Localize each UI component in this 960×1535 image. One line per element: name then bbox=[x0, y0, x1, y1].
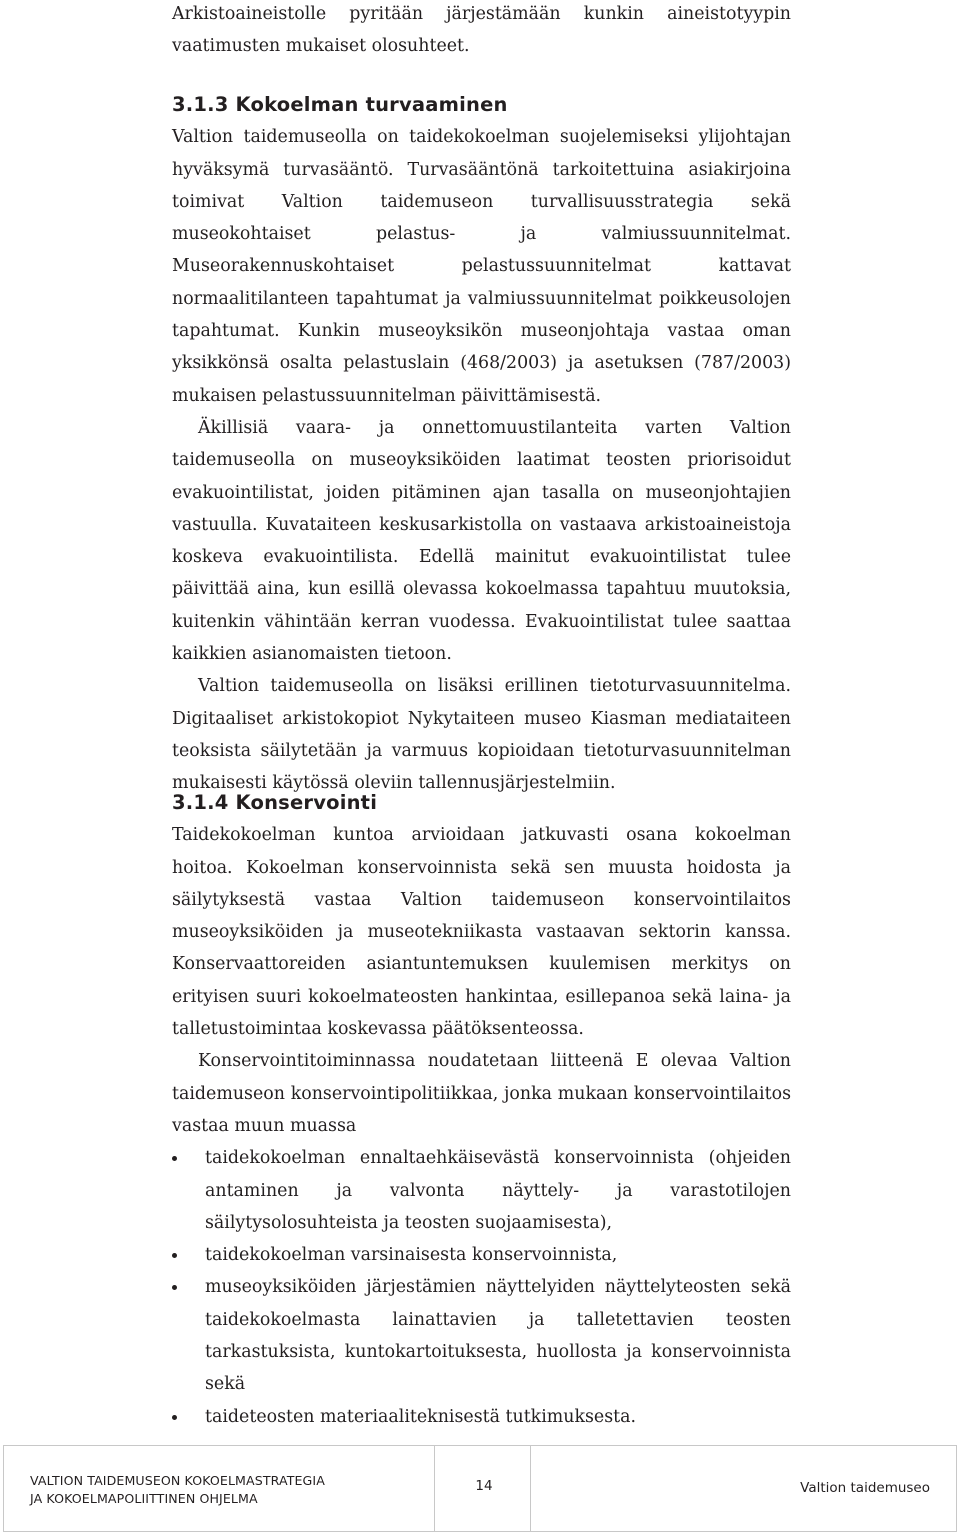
bullet-icon bbox=[172, 1253, 177, 1258]
list-item-text: taidekokoelman varsinaisesta konservoinnista, bbox=[205, 1245, 618, 1266]
intro-block bbox=[172, 0, 791, 63]
list-item bbox=[172, 1142, 791, 1239]
bullet-icon bbox=[172, 1415, 177, 1420]
list-item bbox=[172, 1271, 791, 1400]
section-konservointi bbox=[172, 787, 791, 1433]
footer-publisher: Valtion taidemuseo bbox=[800, 1480, 930, 1496]
page-number: 14 bbox=[475, 1478, 493, 1494]
paragraph: Valtion taidemuseolla on lisäksi erillinen tietoturvasuunnitelma. Digitaaliset arkistokopiot Nykytaiteen museo Kiasman mediataiteen teoksista säilytetään ja varmuus kopioidaan tietoturvasuunnitelman mukaisesti käytössä oleviin tallennusjärjestelmiin. bbox=[172, 676, 791, 794]
footer-title-line-2: JA KOKOELMAPOLIITTINEN OHJELMA bbox=[30, 1491, 258, 1506]
section-kokoelman-turvaaminen bbox=[172, 89, 791, 800]
section-heading-3-1-4: 3.1.4 Konservointi bbox=[172, 791, 378, 814]
list-item-text: museoyksiköiden järjestämien näyttelyiden näyttelyteosten sekä taidekokoelmasta lainattavien ja talletettavien teosten tarkastuksista, kuntokartoituksesta, huollosta ja konservoinnista sekä bbox=[205, 1277, 791, 1395]
bullet-list bbox=[172, 1142, 791, 1433]
page-footer bbox=[3, 1445, 957, 1532]
intro-paragraph: Arkistoaineistolle pyritään järjestämään kunkin aineistotyypin vaatimusten mukaiset olosuhteet. bbox=[172, 4, 791, 57]
paragraph: Äkillisiä vaara- ja onnettomuustilanteita varten Valtion taidemuseolla on museoyksiköiden laatimat teosten priorisoidut evakuointilistat, joiden pitäminen ajan tasalla on museonjohtajien vastuulla. Kuvataiteen keskusarkistolla on vastaava arkistoaineistoja koskeva evakuointilista. Edellä mainitut evakuointilistat tulee päivittää aina, kun esillä olevassa kokoelmassa tapahtuu muutoksia, kuitenkin vähintään kerran vuodessa. Evakuointilistat tulee saattaa kaikkien asianomaisten tietoon. bbox=[172, 417, 791, 665]
paragraph: Konservointitoiminnassa noudatetaan liitteenä E olevaa Valtion taidemuseon konservointipolitiikkaa, jonka mukaan konservointilaitos vastaa muun muassa bbox=[172, 1051, 791, 1136]
bullet-icon bbox=[172, 1285, 177, 1290]
list-item bbox=[172, 1239, 791, 1271]
section-heading-3-1-3: 3.1.3 Kokoelman turvaaminen bbox=[172, 93, 508, 116]
paragraph: Valtion taidemuseolla on taidekokoelman suojelemiseksi ylijohtajan hyväksymä turvasääntö. Turvasääntönä tarkoitettuina asiakirjoina toimivat Valtion taidemuseon turvallisuusstrategia sekä museokohtaiset pelastus- ja valmiussuunnitelmat. Museorakennuskohtaiset pelastussuunnitelmat kattavat normaalitilanteen tapahtumat ja valmiussuunnitelmat poikkeusolojen tapahtumat. Kunkin museoyksikön museonjohtaja vastaa oman yksikkönsä osalta pelastuslain (468/2003) ja asetuksen (787/2003) mukaisen pelastussuunnitelman päivittämisestä. bbox=[172, 127, 791, 406]
footer-publication-title bbox=[30, 1472, 430, 1508]
list-item bbox=[172, 1401, 791, 1433]
footer-divider bbox=[434, 1446, 435, 1531]
footer-divider bbox=[530, 1446, 531, 1531]
list-item-text: taideteosten materiaaliteknisestä tutkimuksesta. bbox=[205, 1406, 637, 1427]
list-item-text: taidekokoelman ennaltaehkäisevästä konservoinnista (ohjeiden antaminen ja valvonta näyttely- ja varastotilojen säilytysolosuhteista ja teosten suojaamisesta), bbox=[205, 1148, 791, 1233]
footer-title-line-1: VALTION TAIDEMUSEON KOKOELMASTRATEGIA bbox=[30, 1473, 325, 1488]
bullet-icon bbox=[172, 1156, 177, 1161]
paragraph: Taidekokoelman kuntoa arvioidaan jatkuvasti osana kokoelman hoitoa. Kokoelman konservoinnista sekä sen muusta hoidosta ja säilytyksestä vastaa Valtion taidemuseon konservointilaitos museoyksiköiden ja museotekniikasta vastaavan sektorin kanssa. Konservaattoreiden asiantuntemuksen kuulemisen merkitys on erityisen suuri kokoelmateosten hankintaa, esillepanoa sekä laina- ja talletustoimintaa koskevassa päätöksenteossa. bbox=[172, 825, 791, 1040]
